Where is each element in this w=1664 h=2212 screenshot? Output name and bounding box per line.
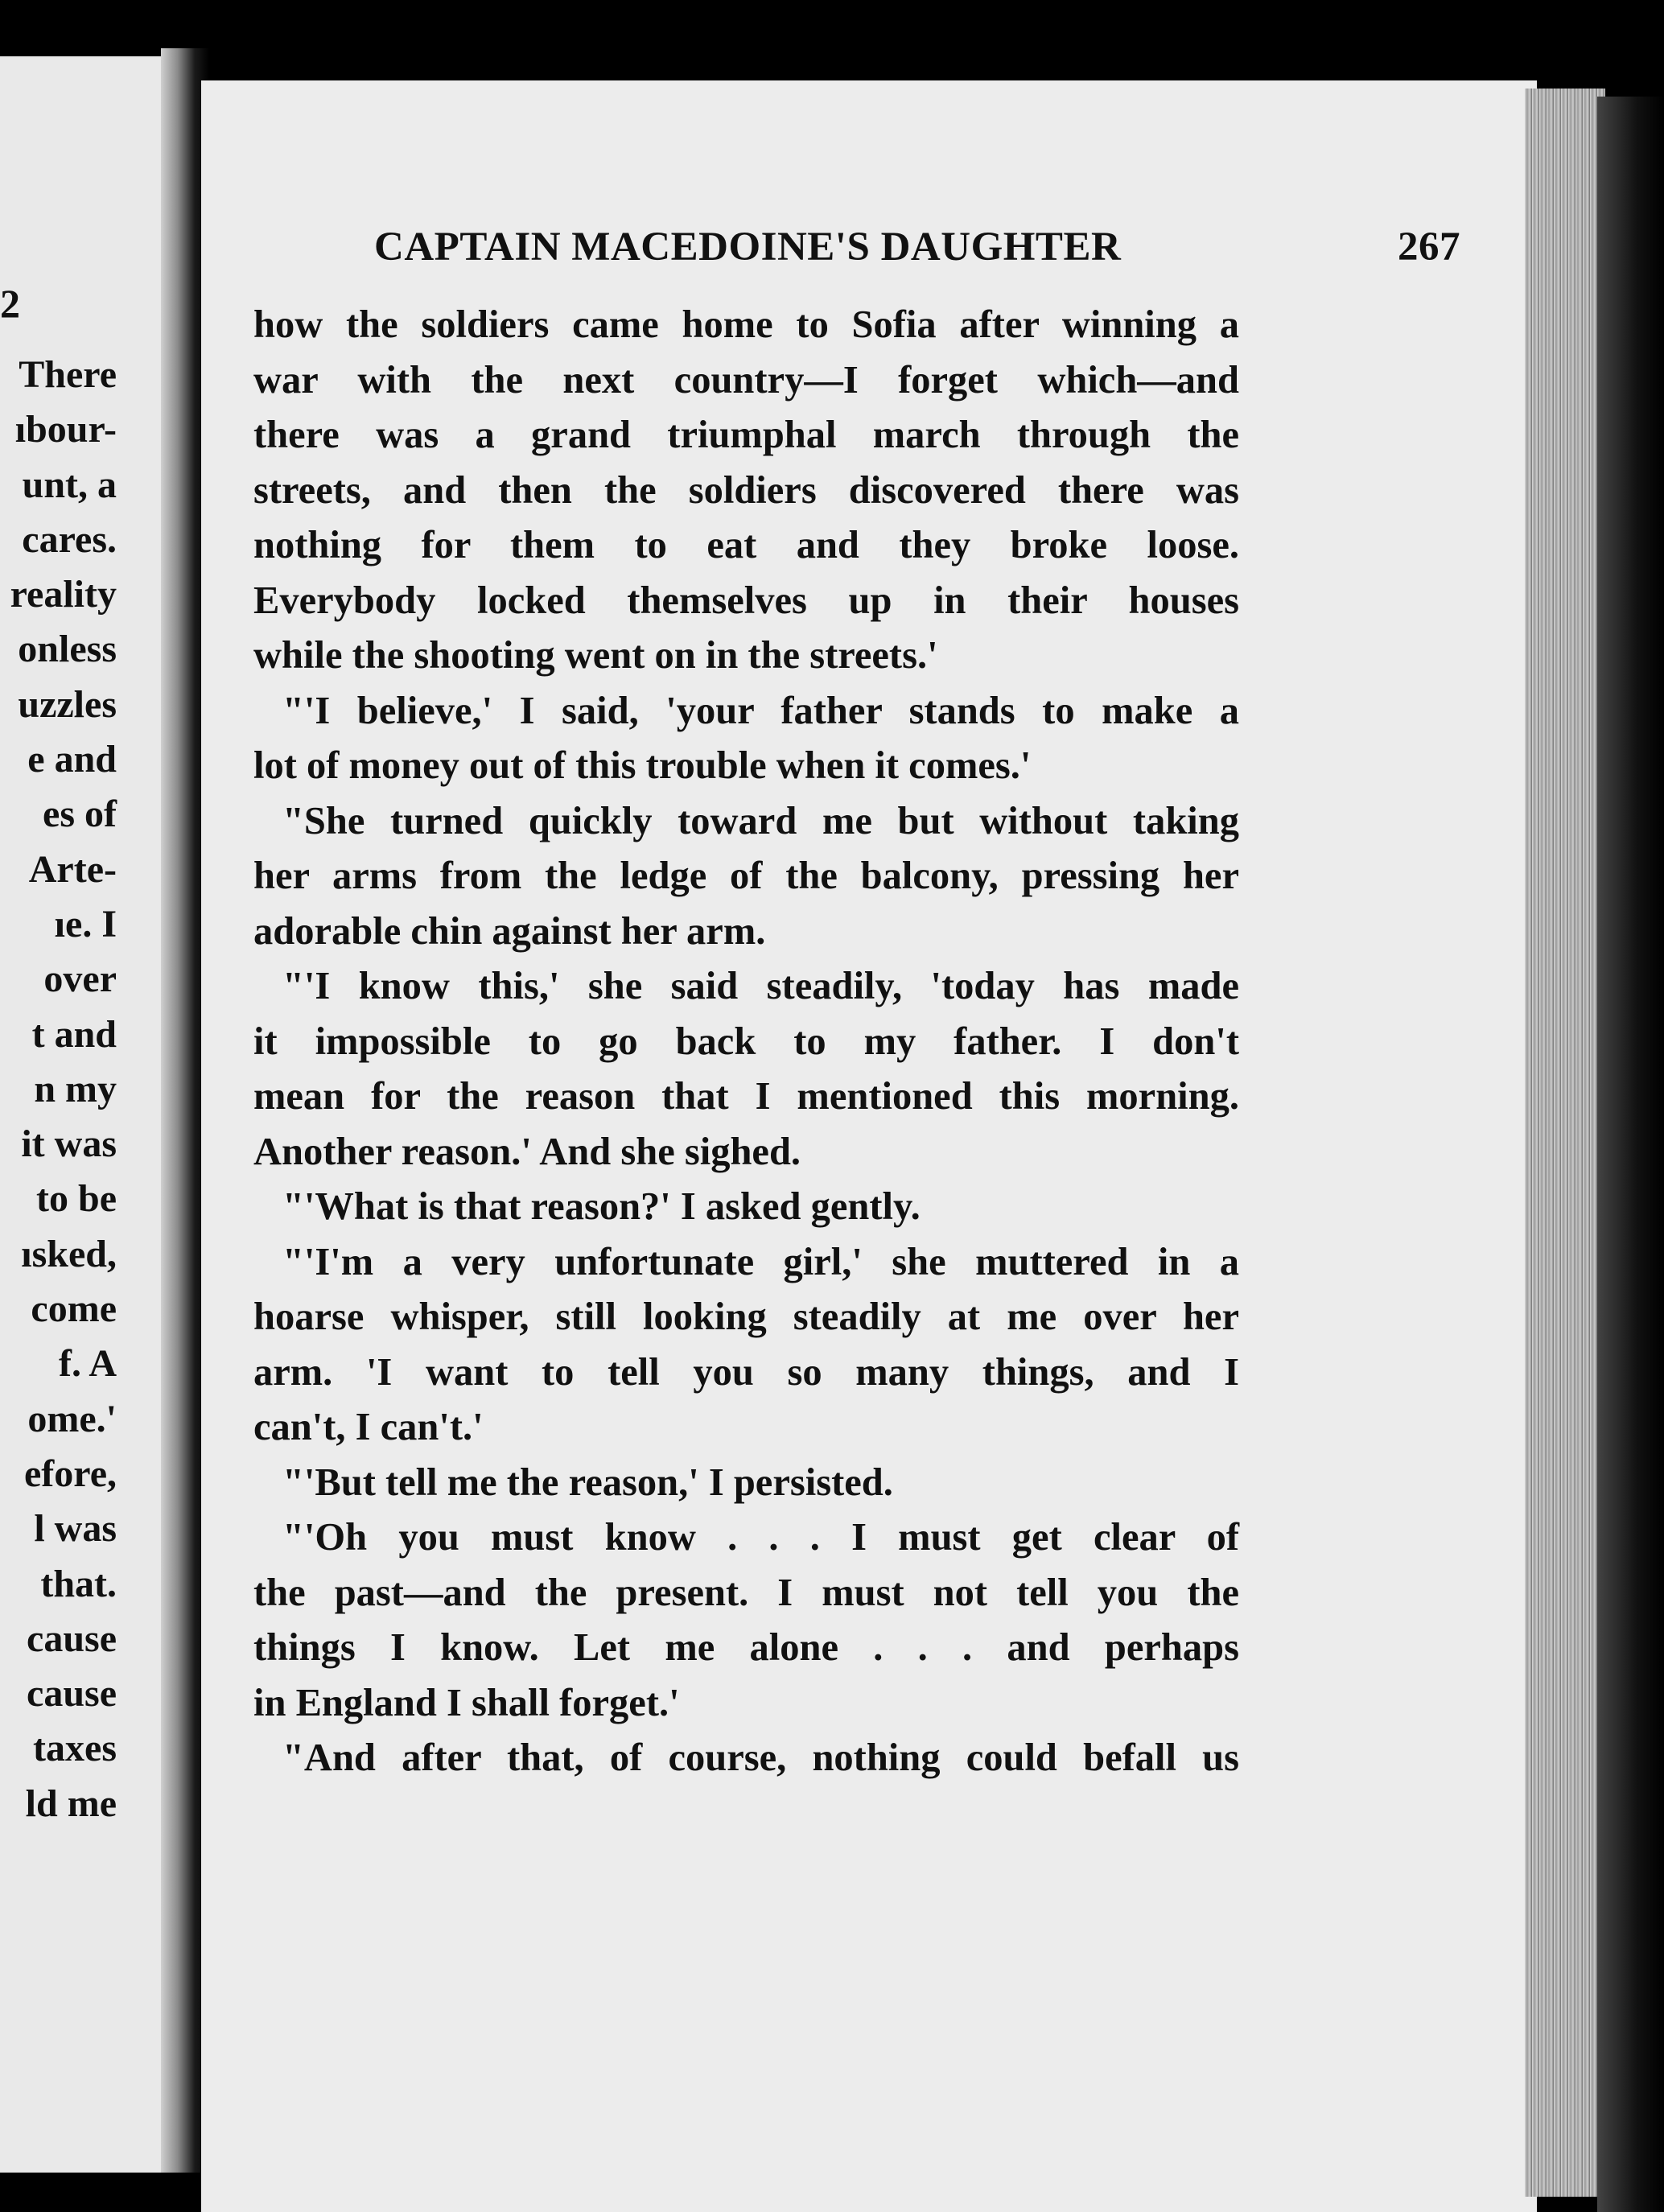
text-line: it impossible to go back to my father. I don't — [253, 1019, 1239, 1063]
text-line: lot of money out of this trouble when it comes.' — [253, 744, 1032, 787]
previous-page-line: unt, a — [22, 463, 117, 506]
text-line: "'I'm a very unfortunate girl,' she muttered in a — [282, 1240, 1239, 1283]
text-line: how the soldiers came home to Sofia after winning a — [253, 303, 1239, 346]
book-page — [201, 80, 1537, 2212]
previous-page-line: efore, — [23, 1452, 117, 1495]
text-line: streets, and then the soldiers discovered there was — [253, 468, 1239, 512]
previous-page-line: come — [31, 1287, 117, 1331]
text-line: Everybody locked themselves up in their houses — [253, 579, 1239, 622]
previous-page-line: it was — [21, 1122, 117, 1166]
previous-page-line: Arte- — [28, 847, 117, 891]
text-line: the past—and the present. I must not tell you the — [253, 1571, 1239, 1614]
previous-page-text — [0, 348, 117, 1831]
book-cover-edge — [1597, 97, 1664, 2212]
previous-page-line: t and — [31, 1012, 117, 1056]
previous-page-line: ld me — [25, 1782, 117, 1825]
page-edges — [1525, 89, 1605, 2197]
text-line: "'I know this,' she said steadily, 'today has made — [282, 965, 1239, 1007]
previous-page-fragment — [0, 56, 181, 2173]
running-title: CAPTAIN MACEDOINE'S DAUGHTER — [374, 224, 1122, 270]
previous-page-line: uzzles — [18, 682, 117, 726]
text-line: hoarse whisper, still looking steadily at me over her — [253, 1295, 1239, 1338]
previous-page-line: l was — [34, 1507, 117, 1551]
previous-page-line: es of — [43, 793, 117, 836]
previous-page-line: over — [43, 958, 117, 1001]
previous-page-line: to be — [36, 1177, 117, 1221]
previous-page-line: that. — [40, 1562, 117, 1605]
text-line: war with the next country—I forget which—and — [253, 358, 1239, 402]
text-line: "She turned quickly toward me but without taking — [282, 799, 1239, 842]
text-line: while the shooting went on in the streets.' — [253, 634, 938, 677]
text-line: there was a grand triumphal march through the — [253, 414, 1239, 456]
text-line: "'Oh you must know . . . I must get clear of — [282, 1516, 1239, 1559]
text-line: her arms from the ledge of the balcony, pressing her — [253, 855, 1239, 897]
previous-page-line: onless — [18, 628, 117, 671]
page-number: 267 — [1398, 224, 1460, 270]
previous-page-line: reality — [10, 573, 117, 616]
text-line: "And after that, of course, nothing could befall us — [282, 1736, 1239, 1779]
previous-page-line: cares. — [22, 517, 117, 561]
page-body-text — [253, 298, 1239, 1786]
text-line: arm. 'I want to tell you so many things, and I — [253, 1350, 1239, 1394]
text-line: "'What is that reason?' I asked gently. — [282, 1185, 921, 1228]
text-line: "'I believe,' I said, 'your father stands to make a — [282, 689, 1239, 732]
previous-page-line: cause — [27, 1617, 117, 1660]
text-line: Another reason.' And she sighed. — [253, 1130, 801, 1173]
previous-page-line: cause — [27, 1672, 117, 1716]
text-line: mean for the reason that I mentioned this morning. — [253, 1075, 1239, 1118]
text-line: in England I shall forget.' — [253, 1681, 680, 1724]
text-line: adorable chin against her arm. — [253, 909, 766, 953]
previous-page-line: f. A — [59, 1342, 117, 1386]
text-line: nothing for them to eat and they broke loose. — [253, 524, 1239, 566]
previous-page-line: n my — [34, 1067, 117, 1110]
text-line: can't, I can't.' — [253, 1406, 484, 1448]
previous-page-line: ome.' — [27, 1397, 117, 1440]
previous-page-line: e and — [27, 738, 117, 781]
previous-page-line: ıe. I — [54, 902, 117, 945]
previous-page-line: ısked, — [21, 1232, 117, 1275]
previous-page-line: ıbour- — [14, 408, 117, 451]
previous-page-line: There — [19, 353, 117, 396]
previous-page-header-fragment: 2 — [0, 281, 20, 326]
text-line: "'But tell me the reason,' I persisted. — [282, 1460, 893, 1504]
text-line: things I know. Let me alone . . . and perhaps — [253, 1626, 1239, 1669]
previous-page-line: taxes — [33, 1727, 117, 1770]
